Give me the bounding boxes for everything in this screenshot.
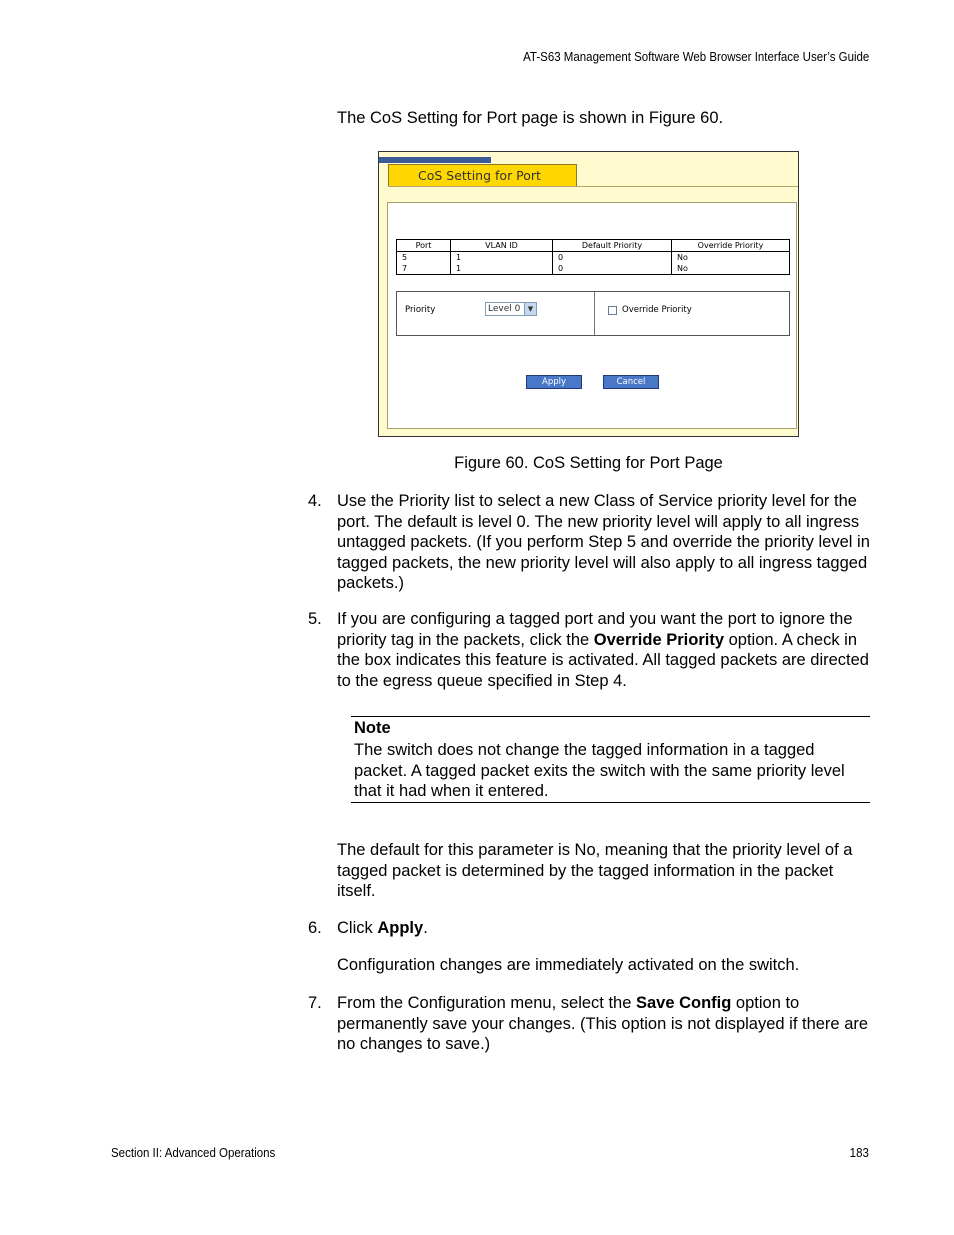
column-header-override-priority: Override Priority bbox=[672, 240, 790, 252]
port-cos-table bbox=[396, 239, 790, 275]
default-paragraph: The default for this parameter is No, meaning that the priority level of a tagged packet is determined by the tagged information in the packet itself. bbox=[337, 841, 853, 900]
column-header-vlan-id: VLAN ID bbox=[451, 240, 553, 252]
step-number: 5. bbox=[308, 610, 322, 628]
priority-selected-value: Level 0 bbox=[488, 304, 521, 314]
column-header-default-priority: Default Priority bbox=[553, 240, 672, 252]
priority-form bbox=[396, 291, 790, 336]
footer-page-number: 183 bbox=[849, 1146, 869, 1160]
cancel-button[interactable]: Cancel bbox=[603, 375, 659, 389]
footer-section: Section II: Advanced Operations bbox=[111, 1146, 276, 1160]
priority-select[interactable] bbox=[485, 302, 537, 316]
step-text: Use the Priority list to select a new Class of Service priority level for the port. The default is level 0. The new priority level will apply to all ingress untagged packets. (If you perform Step 5 and override the priority level in tagged packets, the new priority level will also apply to all ingress tagged packets.) bbox=[337, 492, 870, 592]
tab-cos-setting-for-port[interactable]: CoS Setting for Port bbox=[388, 164, 577, 186]
step-number: 4. bbox=[308, 492, 322, 510]
tab-strip-bar bbox=[379, 157, 491, 163]
cos-screenshot-figure bbox=[378, 151, 799, 437]
cell-override-priority: No bbox=[672, 252, 790, 264]
note-text: The switch does not change the tagged information in a tagged packet. A tagged packet exits the switch with the same priority level that it had when it entered. bbox=[354, 741, 845, 800]
step-text: If you are configuring a tagged port and you want the port to ignore the priority tag in the packets, click the Override Priority option. A check in the box indicates this feature is activated. All tagged packets are directed to the egress queue specified in Step 4. bbox=[337, 610, 869, 690]
chevron-down-icon[interactable]: ▼ bbox=[524, 303, 536, 315]
intro-paragraph: The CoS Setting for Port page is shown in Figure 60. bbox=[337, 109, 724, 127]
override-priority-checkbox[interactable] bbox=[608, 306, 617, 315]
step-number: 6. bbox=[308, 919, 322, 937]
cell-port: 7 bbox=[397, 263, 451, 275]
settings-panel bbox=[387, 202, 797, 429]
priority-label: Priority bbox=[405, 305, 436, 315]
running-header: AT-S63 Management Software Web Browser Interface User’s Guide bbox=[522, 50, 869, 64]
cell-vlan-id: 1 bbox=[451, 252, 553, 264]
column-header-port: Port bbox=[397, 240, 451, 252]
figure-caption: Figure 60. CoS Setting for Port Page bbox=[454, 454, 723, 472]
table-row[interactable] bbox=[397, 263, 790, 275]
note-title: Note bbox=[354, 719, 391, 737]
cell-override-priority: No bbox=[672, 263, 790, 275]
step-text: From the Configuration menu, select the Save Config option to permanently save your changes. (This option is not displayed if there are no changes to save.) bbox=[337, 994, 869, 1053]
step-text: Click Apply. bbox=[337, 919, 428, 937]
override-priority-term: Override Priority bbox=[593, 630, 725, 649]
tab-underline bbox=[388, 186, 798, 187]
step-number: 7. bbox=[308, 994, 322, 1012]
cell-port: 5 bbox=[397, 252, 451, 264]
note-box bbox=[351, 716, 870, 803]
save-config-term: Save Config bbox=[635, 994, 732, 1012]
table-header-row bbox=[397, 240, 790, 252]
cell-vlan-id: 1 bbox=[451, 263, 553, 275]
cell-default-priority: 0 bbox=[553, 263, 672, 275]
apply-term: Apply bbox=[377, 919, 424, 937]
form-divider bbox=[594, 292, 595, 335]
apply-button[interactable]: Apply bbox=[526, 375, 582, 389]
table-row[interactable] bbox=[397, 252, 790, 264]
config-paragraph: Configuration changes are immediately activated on the switch. bbox=[337, 956, 800, 974]
cell-default-priority: 0 bbox=[553, 252, 672, 264]
override-priority-label: Override Priority bbox=[622, 305, 692, 315]
